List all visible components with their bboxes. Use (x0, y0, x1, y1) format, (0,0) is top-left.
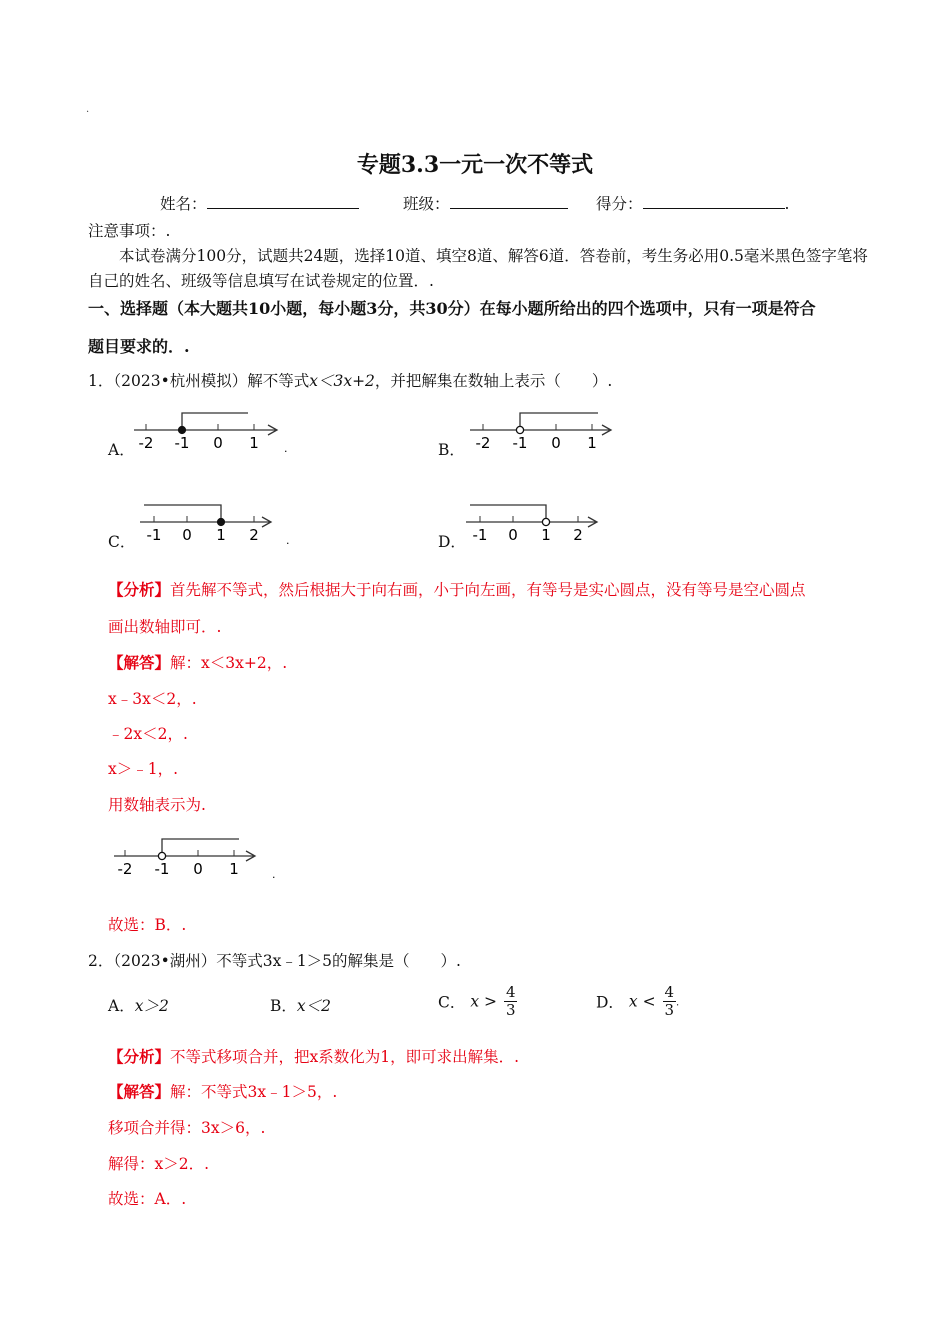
page-dot: . (86, 104, 90, 115)
tick-label: -1 (146, 526, 162, 544)
q2-option-c-sign: > (484, 992, 497, 1011)
filled-point (178, 426, 185, 433)
name-blank[interactable] (207, 194, 359, 209)
q1-number: 1． (88, 372, 114, 390)
class-label: 班级： (403, 195, 450, 213)
fraction-denominator: 3 (664, 1001, 675, 1019)
tick-label: 0 (182, 526, 192, 544)
q2-option-d-label: D． (596, 993, 624, 1012)
open-point (542, 518, 549, 525)
q2-analysis-tag: 【分析】 (108, 1047, 171, 1066)
trail-dot: . (286, 534, 290, 547)
q2-option-c[interactable] (438, 984, 517, 1019)
q1-analysis-line2: 画出数轴即可．. (108, 618, 222, 636)
q1-step-text: 解：x＜3x+2，. (170, 654, 288, 672)
q2-solution-tag: 【解答】 (108, 1082, 171, 1101)
q1-solution-step-2: x﹣3x＜2，. (108, 690, 197, 708)
q2-choice: 故选：A．. (108, 1190, 187, 1208)
solution-ray (520, 413, 598, 426)
tick-label: -1 (174, 434, 190, 452)
q1-option-c-label[interactable]: C． (108, 533, 136, 551)
tick-label: 0 (508, 526, 518, 544)
q2-analysis (108, 1045, 519, 1067)
fraction (504, 984, 518, 1019)
score-blank[interactable] (643, 194, 785, 209)
q2-option-a[interactable] (108, 994, 169, 1016)
q1-option-a-numberline[interactable] (132, 408, 287, 454)
tick-label: -2 (117, 860, 133, 878)
tick-label: -2 (138, 434, 154, 452)
score-field (596, 192, 789, 214)
solution-ray (144, 505, 221, 522)
q1-solution-step-5: 用数轴表示为. (108, 796, 206, 814)
tick-label: -1 (154, 860, 170, 878)
q2-number: 2． (88, 952, 114, 970)
fraction-denominator: 3 (505, 1001, 516, 1019)
q2-option-b-label: B． (270, 997, 297, 1015)
q1-analysis-text: 首先解不等式，然后根据大于向右画，小于向左画，有等号是实心圆点，没有等号是空心圆点 (170, 581, 806, 599)
q1-solution-step-4: x＞﹣1，. (108, 760, 179, 778)
q1-option-c-numberline[interactable] (138, 500, 293, 546)
tick-label: 1 (587, 434, 597, 452)
q2-text: （2023•湖州）不等式3x﹣1＞5的解集是（ ）. (113, 952, 461, 970)
q2-option-d-sign: < (642, 992, 656, 1011)
tick-label: 1 (216, 526, 226, 544)
q1-analysis-tag: 【分析】 (108, 580, 171, 599)
solution-ray (182, 413, 248, 430)
q2-solution-step-2: 移项合并得：3x＞6，. (108, 1119, 266, 1137)
q1-rest: ，并把解集在数轴上表示（ ）. (374, 372, 613, 390)
section1-line1: 一、选择题（本大题共10小题，每小题3分，共30分）在每小题所给出的四个选项中，只有一项是符合 (88, 299, 816, 318)
q1-solution-step-3: ﹣2x＜2，. (108, 725, 188, 743)
q2-analysis-text: 不等式移项合并，把x系数化为1，即可求出解集．. (170, 1048, 520, 1066)
page-title: 专题3.3一元一次不等式 (356, 152, 594, 178)
name-label: 姓名： (160, 195, 207, 213)
q1-analysis-line1 (108, 578, 806, 600)
q2-option-d-trail: . (676, 997, 680, 1009)
tick-label: 2 (573, 526, 583, 544)
tick-label: 1 (229, 860, 239, 878)
notice-heading: 注意事项：. (88, 222, 171, 240)
q1-source: （2023•杭州模拟）解不等式 (113, 372, 310, 390)
q2-step-text: 解：不等式3x﹣1＞5，. (170, 1083, 338, 1101)
tick-label: -2 (475, 434, 491, 452)
q1-solution-tag: 【解答】 (108, 653, 171, 672)
fraction-numerator: 4 (505, 983, 516, 1001)
q2-option-a-label: A． (108, 997, 135, 1015)
q1-answer-numberline (112, 830, 282, 880)
score-end: . (784, 195, 790, 213)
q2-option-c-label: C． (438, 993, 466, 1012)
trail-dot: . (284, 442, 288, 455)
q2-solution-step-3: 解得：x＞2．. (108, 1155, 210, 1173)
q2-option-d-var: x (628, 992, 638, 1011)
q1-option-d-label[interactable]: D． (438, 533, 466, 551)
filled-point (217, 518, 224, 525)
q2-solution-step-1 (108, 1080, 337, 1102)
q1-solution-step-1 (108, 651, 287, 673)
solution-ray (162, 839, 239, 852)
q1-choice: 故选：B．. (108, 916, 187, 934)
tick-label: 1 (541, 526, 551, 544)
q2-stem (88, 949, 461, 971)
q1-option-d-numberline[interactable] (464, 500, 604, 546)
q1-expr: x＜3x+2 (309, 372, 375, 390)
score-label: 得分： (596, 195, 643, 213)
q1-option-b-label[interactable]: B． (438, 441, 465, 459)
q2-option-c-var: x (470, 992, 480, 1011)
solution-ray (470, 505, 546, 518)
trail-dot: . (272, 868, 276, 881)
open-point (516, 426, 523, 433)
q1-option-b-numberline[interactable] (468, 408, 618, 454)
q2-option-b[interactable] (270, 994, 331, 1016)
tick-label: -1 (472, 526, 488, 544)
q2-option-a-text: x＞2 (134, 997, 169, 1015)
tick-label: 0 (193, 860, 203, 878)
q1-option-a-label[interactable]: A． (108, 441, 135, 459)
tick-label: -1 (512, 434, 528, 452)
q2-option-d[interactable] (596, 984, 679, 1019)
tick-label: 0 (213, 434, 223, 452)
notice-text: 本试卷满分100分，试题共24题，选择10道、填空8道、解答6道．答卷前，考生务必用0.5毫米黑色签字笔将自己的姓名、班级等信息填写在试卷规定的位置．. (88, 247, 868, 290)
q2-option-b-text: x＜2 (296, 997, 331, 1015)
fraction (663, 983, 680, 1019)
section1-line2: 题目要求的．. (88, 337, 190, 356)
fraction-numerator: 4 (664, 983, 675, 1001)
name-field (160, 192, 359, 214)
tick-label: 2 (249, 526, 259, 544)
open-point (158, 852, 165, 859)
class-blank[interactable] (450, 194, 568, 209)
class-field (403, 192, 568, 214)
tick-label: 1 (249, 434, 259, 452)
q1-stem (88, 369, 612, 391)
tick-label: 0 (551, 434, 561, 452)
